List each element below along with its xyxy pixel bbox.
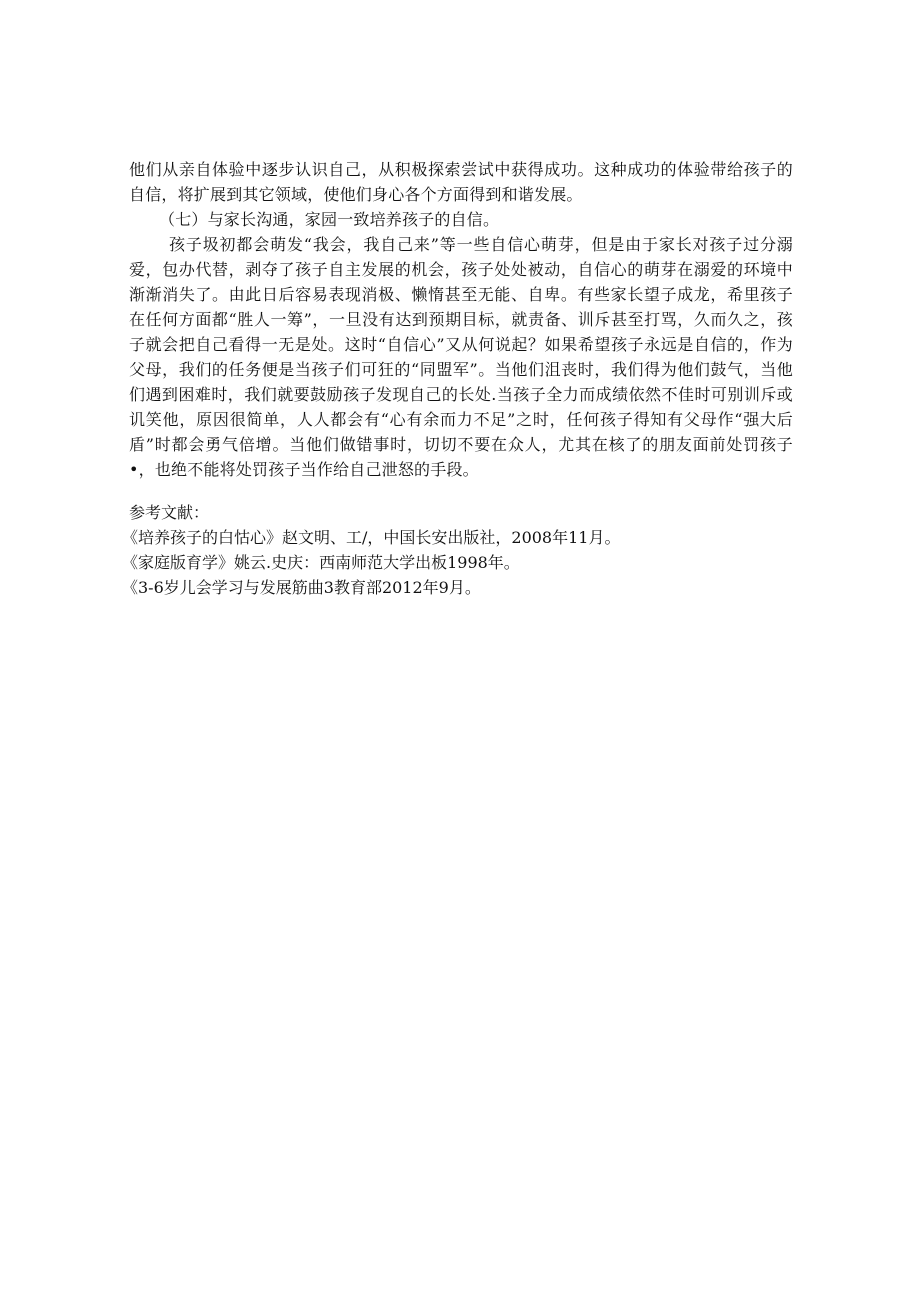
document-body bbox=[122, 157, 793, 600]
references-list bbox=[122, 525, 793, 600]
body-paragraph: 他们从亲自体验中逐步认识自己，从积极探索尝试中获得成功。这种成功的体验带给孩子的自信，将扩展到其它领域，使他们身心各个方面得到和谐发展。 bbox=[129, 160, 793, 204]
body-paragraph: 孩子圾初都会萌发“我会，我自己来”等一些自信心萌芽，但是由于家长对孩子过分溺爱，包办代替，剥夺了孩子自主发展的机会，孩子处处被动，自信心的萌芽在溺爱的环境中渐渐消失了。由此日后容易表现消极、懒惰甚至无能、自卑。有些家长望子成龙，希里孩子在任何方面都“胜人一筹”，一旦没有达到预期目标，就责备、训斥甚至打骂，久而久之，孩子就会把自己看得一无是处。这时“自信心”又从何说起？如果希望孩子永远是自信的，作为父母，我们的任务便是当孩子们可狂的“同盟军”。当他们沮丧时，我们得为他们鼓气，当他们遇到困难时，我们就要鼓励孩子发现自己的长处.当孩子全力而成绩依然不佳时可别训斥或讥笑他，原因很简单，人人都会有“心有余而力不足”之时，任何孩子得知有父母作“强大后盾”时都会勇气倍增。当他们做错事时，切切不要在众人，尤其在核了的朋友面前处罚孩子•，也绝不能将处罚孩子当作给自己泄怒的手段。 bbox=[129, 235, 793, 479]
reference-item: 《3-6岁儿会学习与发展筋曲3教育部2012年9月。 bbox=[122, 578, 481, 597]
reference-item: 《培养孩子的白怙心》赵文明、工/，中国长安出版社，2008年11月。 bbox=[122, 528, 621, 547]
references-section bbox=[122, 500, 793, 600]
section-heading: （七）与家长沟通，家园一致培养孩子的自信。 bbox=[159, 210, 500, 229]
references-title: 参考文献： bbox=[129, 503, 210, 522]
reference-item: 《家庭版育学》姚云.史庆：西南师范大学出板1998年。 bbox=[122, 553, 520, 572]
